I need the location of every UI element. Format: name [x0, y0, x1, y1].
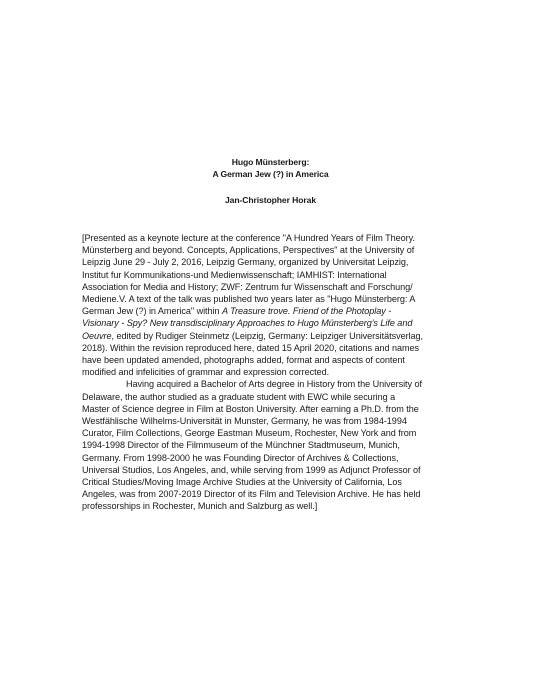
text-line: Mediene.V. A text of the talk was published two years later as "Hugo Münsterberg: A [82, 294, 416, 305]
document-body [82, 232, 472, 513]
text-line: Angeles, was from 2007-2019 Director of its Film and Television Archive. He has held [82, 489, 421, 500]
text-line: Association for Media and History; ZWF: Zentrum fur Wissenschaft and Forschung/ [82, 281, 413, 292]
text-line: [Presented as a keynote lecture at the conference "A Hundred Years of Film Theory. [82, 233, 415, 243]
book-title-italic: Oeuvre [82, 330, 112, 341]
text-line: 2018). Within the revision reproduced here, dated 15 April 2020, citations and names [82, 342, 420, 353]
title-line-1: Hugo Münsterberg: [231, 157, 310, 167]
book-title-italic: Visionary - Spy? New transdisciplinary Approaches to Hugo Münsterberg's Life and [82, 318, 413, 329]
text-line: Westfählische Wilhelms-Universität in Munster, Germany, he was from 1984-1994 [82, 416, 407, 427]
text-run: , edited by Rudiger Steinmetz (Leipzig, Germany: Leipziger Universitätsverlag, [111, 330, 424, 341]
text-line: have been updated amended, photographs added, format and aspects of content [82, 355, 405, 366]
text-line: Münsterberg and beyond. Concepts, Applications, Perspectives" at the University of [82, 245, 415, 256]
text-line: Master of Science degree in Film at Boston University. After earning a Ph.D. from the [82, 403, 419, 414]
text-line: Delaware, the author studied as a graduate student with EWC while securing a [82, 391, 396, 402]
text-line: Critical Studies/Moving Image Archive Studies at the University of California, Los [82, 477, 402, 488]
text-line: Germany. From 1998-2000 he was Founding Director of Archives & Collections, [82, 452, 399, 463]
document-title [0, 157, 541, 180]
text-line: Leipzig June 29 - July 2, 2016, Leipzig Germany, organized by Universitat Leipzig, [82, 257, 409, 268]
text-line: Universal Studios, Los Angeles, and, while serving from 1999 as Adjunct Professor of [82, 464, 421, 475]
book-title-italic: A Treasure trove. Friend of the Photoplay - [222, 306, 392, 317]
document-author: Jan-Christopher Horak [224, 195, 317, 205]
bio-paragraph [82, 378, 472, 512]
title-line-2: A German Jew (?) in America [212, 168, 329, 179]
text-line [82, 317, 472, 329]
text-line [82, 378, 472, 390]
text-line: Institut fur Kommunikations-und Medienwissenschaft; IAMHIST: International [82, 269, 387, 280]
text-line: 1994-1998 Director of the Filmmuseum of the Münchner Stadtmuseum, Munich, [82, 440, 400, 451]
text-line [82, 330, 472, 342]
text-line: Curator, Film Collections, George Eastman Museum, Rochester, New York and from [82, 428, 417, 439]
text-line [82, 305, 472, 317]
intro-paragraph [82, 232, 472, 378]
text-run: German Jew (?) in America" within [82, 306, 222, 317]
text-run: Having acquired a Bachelor of Arts degree in History from the University of [126, 379, 422, 390]
text-line: modified and infelicities of grammar and expression corrected. [82, 367, 330, 378]
text-line: professorships in Rochester, Munich and Salzburg as well.] [82, 501, 318, 512]
